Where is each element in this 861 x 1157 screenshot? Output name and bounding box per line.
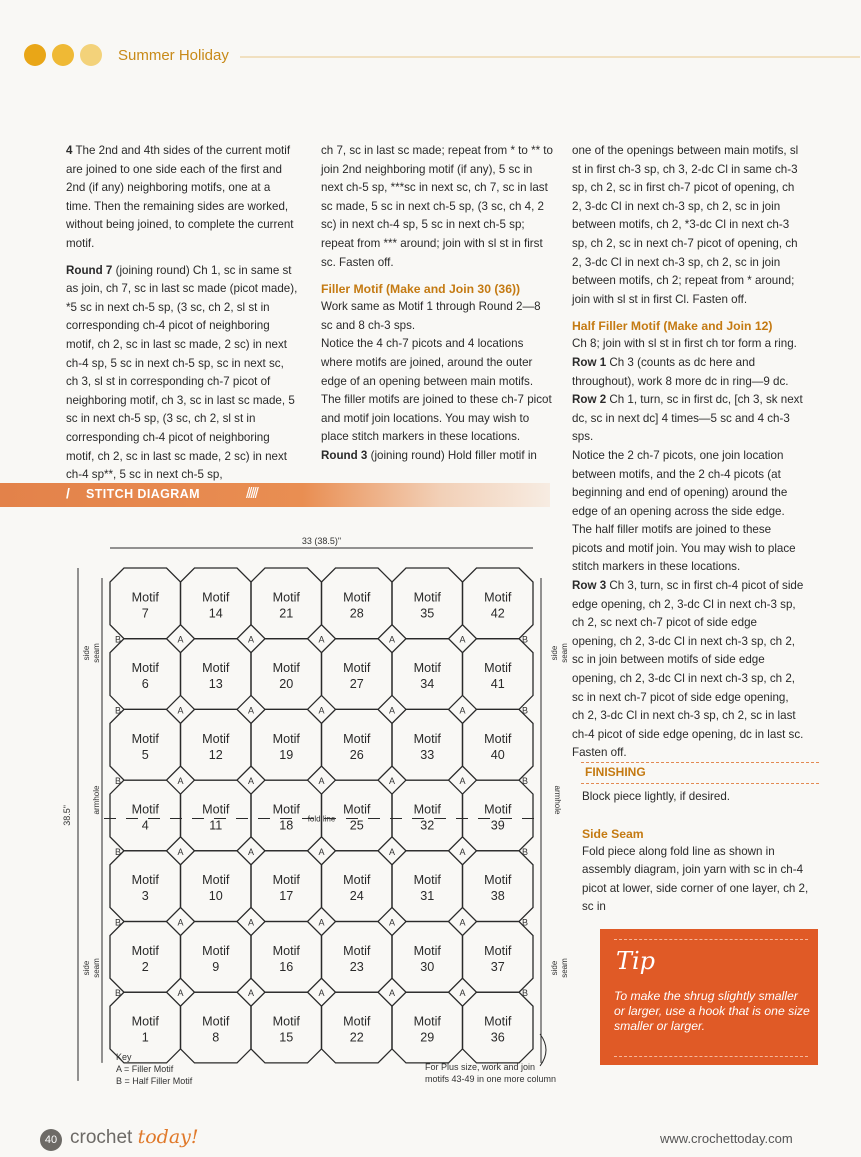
- paragraph: Ch 8; join with sl st in first ch tor form a ring.: [572, 337, 797, 351]
- width-label: 33 (38.5)": [301, 536, 342, 546]
- motif-label: Motif: [272, 943, 300, 958]
- filler-motif-marker: A: [459, 705, 466, 716]
- armhole-label: armhole: [553, 785, 562, 815]
- motif-label: Motif: [202, 590, 230, 605]
- tip-title: Tip: [616, 947, 656, 975]
- filler-motif-marker: A: [247, 776, 255, 787]
- filler-motif-marker: A: [318, 988, 325, 999]
- motif-label: Motif: [272, 731, 300, 746]
- banner-title: STITCH DIAGRAM: [86, 487, 200, 501]
- paragraph: Fold piece along fold line as shown in assembly diagram, join yarn with sc in ch-4 picot at lower, side corner of one layer, ch 2, sc in: [582, 844, 809, 914]
- paragraph-text: (joining round) Ch 1, sc in same st as join, ch 7, sc in last sc made (picot made), *5 sc in next ch-5 sp, (3 sc, ch 2, sl st in corresponding ch-4 picot of neighboring motif, ch 2, sc in last sc made, 2 sc) in next ch-4 sp, 5 sc in next ch-5 sp, sc in next sc, ch 3, sl st in corresponding ch-7 picot of neighboring motif, ch 3, sc in last sc made, 5 sc in next ch-5 sp, (3 sc, ch 2, sl st in corresponding ch-4 picot of neighboring motif, ch 2, sc in last sc made, 2 sc) in next ch-4 sp**, 5 sc in next ch-5 sp,: [66, 263, 298, 482]
- motif-number: 42: [490, 606, 505, 621]
- filler-motif-marker: A: [318, 705, 325, 716]
- filler-motif-marker: A: [388, 917, 396, 928]
- motif-label: Motif: [272, 661, 300, 676]
- paragraph-text: Ch 3, turn, sc in first ch-4 picot of side edge opening, ch 2, 3-dc Cl in next ch-3 sp, ch 2, sc next ch-7 picot of side edge opening, ch 2, 3-dc Cl in next ch-3 sp, ch 2, sc in join between motifs of side edge opening, ch 2, 3-dc Cl in next ch-3 sp, ch 2, sc in next ch-7 picot of side edge opening, ch 2, 3-dc Cl in next ch-3 sp, ch 2, sc in last ch-4 picot of side edge opening, dc in last sc. Fasten off.: [572, 579, 804, 760]
- motif-number: 12: [208, 747, 223, 762]
- filler-motif-marker: A: [247, 917, 255, 928]
- motif-number: 15: [279, 1030, 294, 1045]
- half-filler-marker: B: [114, 846, 122, 857]
- filler-motif-marker: A: [177, 917, 184, 928]
- motif-number: 2: [141, 959, 149, 974]
- motif-label: Motif: [131, 731, 159, 746]
- motif-label: Motif: [272, 873, 300, 888]
- half-filler-marker: B: [114, 776, 122, 787]
- filler-motif-marker: A: [459, 846, 466, 857]
- motif-number: 16: [279, 959, 294, 974]
- step-label: 4: [66, 144, 73, 157]
- motif-number: 23: [349, 959, 364, 974]
- motif-number: 39: [490, 818, 505, 833]
- height-label: 38.5": [62, 805, 72, 826]
- paragraph: Notice the 2 ch-7 picots, one join location between motifs, and the 2 ch-4 picots (at beginning and end of opening) around the edge of an opening across the side edge. The half filler motifs are joined to these picots and motif join. You may wish to place stitch markers in these locations.: [572, 448, 796, 574]
- motif-label: Motif: [272, 802, 300, 817]
- brand-logo: [70, 1126, 199, 1149]
- motif-label: Motif: [413, 661, 441, 676]
- motif-number: 41: [490, 677, 505, 692]
- motif-label: Motif: [202, 1014, 230, 1029]
- filler-motif-marker: A: [388, 705, 396, 716]
- half-filler-heading: Half Filler Motif (Make and Join 12): [572, 319, 773, 334]
- side-seam-label: seam: [560, 958, 569, 978]
- footer-url: www.crochettoday.com: [660, 1131, 793, 1146]
- side-seam-label: side: [550, 645, 559, 661]
- motif-number: 11: [209, 818, 223, 833]
- filler-motif-marker: A: [388, 776, 396, 787]
- motif-number: 6: [141, 677, 149, 692]
- motif-number: 32: [420, 818, 435, 833]
- side-seam-heading: Side Seam: [582, 826, 644, 841]
- paragraph: one of the openings between main motifs, sl st in first ch-3 sp, ch 3, 2-dc Cl in same ch-3 sp, ch 2, sc in first ch-7 picot of opening, ch 2, 3-dc Cl in next ch-3 sp, ch 2, sc in join between motifs, ch 2, *3-dc Cl in next ch-3 sp, ch 2, sc in next ch-7 picot of opening, ch 2, 3-dc Cl in next ch-3 sp, ch 2, sc in join between motifs, ch 2; repeat from * around; join with sl st in first Cl. Fasten off.: [572, 144, 799, 306]
- tip-divider: [614, 1056, 808, 1057]
- filler-motif-marker: A: [247, 988, 255, 999]
- motif-label: Motif: [131, 590, 159, 605]
- filler-motif-marker: A: [318, 917, 325, 928]
- filler-motif-marker: A: [247, 846, 255, 857]
- motif-label: Motif: [343, 731, 371, 746]
- plus-size-note: For Plus size, work and join: [425, 1062, 536, 1072]
- half-filler-marker: B: [114, 705, 122, 716]
- plus-size-note: motifs 43-49 in one more column: [425, 1074, 557, 1084]
- side-seam-label: side: [82, 645, 91, 661]
- filler-motif-marker: A: [247, 634, 255, 645]
- motif-number: 31: [420, 889, 435, 904]
- motif-number: 8: [212, 1030, 220, 1045]
- half-filler-marker: B: [521, 988, 529, 999]
- motif-label: Motif: [413, 802, 441, 817]
- motif-number: 33: [420, 747, 435, 762]
- motif-label: Motif: [484, 590, 512, 605]
- motif-number: 22: [349, 1030, 364, 1045]
- side-seam-label: seam: [92, 643, 101, 663]
- page-number: 40: [40, 1129, 62, 1151]
- motif-label: Motif: [131, 943, 159, 958]
- motif-label: Motif: [413, 1014, 441, 1029]
- half-filler-marker: B: [521, 634, 529, 645]
- side-seam-label: side: [82, 960, 91, 976]
- round-label: Round 3: [321, 448, 368, 462]
- key-filler: A = Filler Motif: [116, 1064, 174, 1074]
- motif-number: 20: [279, 677, 294, 692]
- filler-motif-marker: A: [318, 634, 325, 645]
- motif-number: 37: [490, 959, 505, 974]
- motif-label: Motif: [484, 731, 512, 746]
- filler-motif-marker: A: [177, 705, 184, 716]
- filler-motif-marker: A: [388, 988, 396, 999]
- motif-number: 38: [490, 889, 505, 904]
- motif-number: 1: [141, 1030, 149, 1045]
- motif-label: Motif: [343, 661, 371, 676]
- side-seam-label: seam: [560, 643, 569, 663]
- filler-motif-marker: A: [459, 776, 466, 787]
- motif-number: 28: [349, 606, 364, 621]
- filler-motif-marker: A: [247, 705, 255, 716]
- motif-label: Motif: [272, 1014, 300, 1029]
- motif-label: Motif: [131, 661, 159, 676]
- half-filler-marker: B: [521, 776, 529, 787]
- motif-label: Motif: [202, 802, 230, 817]
- motif-number: 26: [349, 747, 364, 762]
- armhole-label: armhole: [92, 785, 101, 815]
- filler-motif-marker: A: [177, 846, 184, 857]
- motif-number: 25: [349, 818, 364, 833]
- half-filler-marker: B: [114, 634, 122, 645]
- motif-number: 9: [212, 959, 220, 974]
- motif-number: 5: [141, 747, 149, 762]
- motif-number: 17: [279, 889, 294, 904]
- filler-motif-marker: A: [318, 846, 325, 857]
- motif-label: Motif: [413, 943, 441, 958]
- filler-motif-marker: A: [388, 634, 396, 645]
- motif-number: 35: [420, 606, 435, 621]
- brand-accent: today!: [137, 1126, 199, 1148]
- motif-number: 40: [490, 747, 505, 762]
- half-filler-marker: B: [114, 988, 122, 999]
- motif-label: Motif: [343, 1014, 371, 1029]
- motif-label: Motif: [484, 1014, 512, 1029]
- row-label: Row 3: [572, 579, 607, 593]
- paragraph: ch 7, sc in last sc made; repeat from * to ** to join 2nd neighboring motif (if any), 5 sc in next ch-5 sp, ***sc in next sc, ch 7, sc in last sc made, 5 sc in next ch-5 sp, (3 sc, ch 4, 2 sc) in next ch-4 sp, 5 sc in next ch-5 sp; repeat from *** around; join with sl st in first sc. Fasten off.: [321, 144, 553, 269]
- fold-line-label: fold line: [307, 814, 336, 824]
- paragraph: Work same as Motif 1 through Round 2—8 sc and 8 ch-3 sps.: [321, 300, 541, 332]
- half-filler-marker: B: [521, 917, 529, 928]
- half-filler-marker: B: [521, 846, 529, 857]
- filler-motif-marker: A: [388, 846, 396, 857]
- brand-main: crochet: [70, 1127, 138, 1148]
- motif-number: 21: [279, 606, 294, 621]
- motif-label: Motif: [131, 873, 159, 888]
- filler-motif-marker: A: [177, 776, 184, 787]
- motif-label: Motif: [131, 1014, 159, 1029]
- tip-box: [600, 929, 818, 1065]
- motif-label: Motif: [131, 802, 159, 817]
- side-seam-label: side: [550, 960, 559, 976]
- filler-motif-marker: A: [459, 917, 466, 928]
- motif-label: Motif: [343, 943, 371, 958]
- motif-number: 18: [279, 818, 294, 833]
- motif-number: 19: [279, 747, 294, 762]
- motif-label: Motif: [484, 661, 512, 676]
- tip-text: To make the shrug slightly smaller or larger, use a hook that is one size smaller or larger.: [614, 989, 810, 1033]
- motif-number: 24: [349, 889, 364, 904]
- motif-number: 14: [208, 606, 223, 621]
- motif-number: 36: [490, 1030, 505, 1045]
- row-label: Row 1: [572, 355, 607, 369]
- filler-motif-marker: A: [177, 988, 184, 999]
- filler-motif-marker: A: [318, 776, 325, 787]
- key-half-filler: B = Half Filler Motif: [116, 1076, 193, 1086]
- motif-label: Motif: [202, 943, 230, 958]
- half-filler-marker: B: [114, 917, 122, 928]
- filler-motif-heading: Filler Motif (Make and Join 30 (36)): [321, 282, 521, 297]
- paragraph: Block piece lightly, if desired.: [582, 790, 730, 803]
- motif-number: 30: [420, 959, 435, 974]
- section-title: Summer Holiday: [118, 46, 229, 64]
- motif-label: Motif: [202, 731, 230, 746]
- tip-divider: [614, 939, 808, 940]
- paragraph-text: Ch 1, turn, sc in first dc, [ch 3, sk next dc, sc in next dc] 4 times—5 sc and 4 ch-3 sps.: [572, 393, 803, 444]
- banner-slash-icon: /: [66, 485, 70, 501]
- round-label: Round 7: [66, 263, 113, 277]
- motif-label: Motif: [413, 873, 441, 888]
- half-filler-marker: B: [521, 705, 529, 716]
- motif-label: Motif: [343, 590, 371, 605]
- paragraph-text: Ch 3 (counts as dc here and throughout), work 8 more dc in ring—9 dc.: [572, 355, 789, 388]
- row-label: Row 2: [572, 393, 607, 407]
- motif-label: Motif: [484, 873, 512, 888]
- motif-label: Motif: [343, 873, 371, 888]
- side-seam-label: seam: [92, 958, 101, 978]
- motif-number: 29: [420, 1030, 435, 1045]
- motif-number: 3: [141, 889, 149, 904]
- motif-label: Motif: [484, 802, 512, 817]
- motif-label: Motif: [484, 943, 512, 958]
- motif-label: Motif: [413, 590, 441, 605]
- paragraph-text: (joining round) Hold filler motif in: [367, 448, 537, 462]
- key-title: Key: [116, 1052, 132, 1062]
- motif-label: Motif: [202, 661, 230, 676]
- filler-motif-marker: A: [459, 634, 466, 645]
- motif-number: 27: [349, 677, 364, 692]
- banner-hatch-icon: /////: [246, 485, 257, 502]
- filler-motif-marker: A: [459, 988, 466, 999]
- motif-label: Motif: [202, 873, 230, 888]
- motif-number: 10: [208, 889, 223, 904]
- motif-number: 4: [141, 818, 149, 833]
- motif-label: Motif: [272, 590, 300, 605]
- motif-label: Motif: [343, 802, 371, 817]
- paragraph-text: The 2nd and 4th sides of the current motif are joined to one side each of the first and 2nd (if any) neighboring motifs, one at a time. Then the remaining sides are worked, without being joined, to complete the current motif.: [66, 144, 294, 250]
- motif-label: Motif: [413, 731, 441, 746]
- motif-number: 7: [141, 606, 149, 621]
- motif-number: 13: [208, 677, 223, 692]
- paragraph: Notice the 4 ch-7 picots and 4 locations where motifs are joined, around the outer edge of an opening between main motifs. The filler motifs are joined to these ch-7 picot and motif join locations. You may wish to place stitch markers in these locations.: [321, 337, 552, 444]
- motif-number: 34: [420, 677, 435, 692]
- finishing-heading: FINISHING: [585, 765, 646, 779]
- filler-motif-marker: A: [177, 634, 184, 645]
